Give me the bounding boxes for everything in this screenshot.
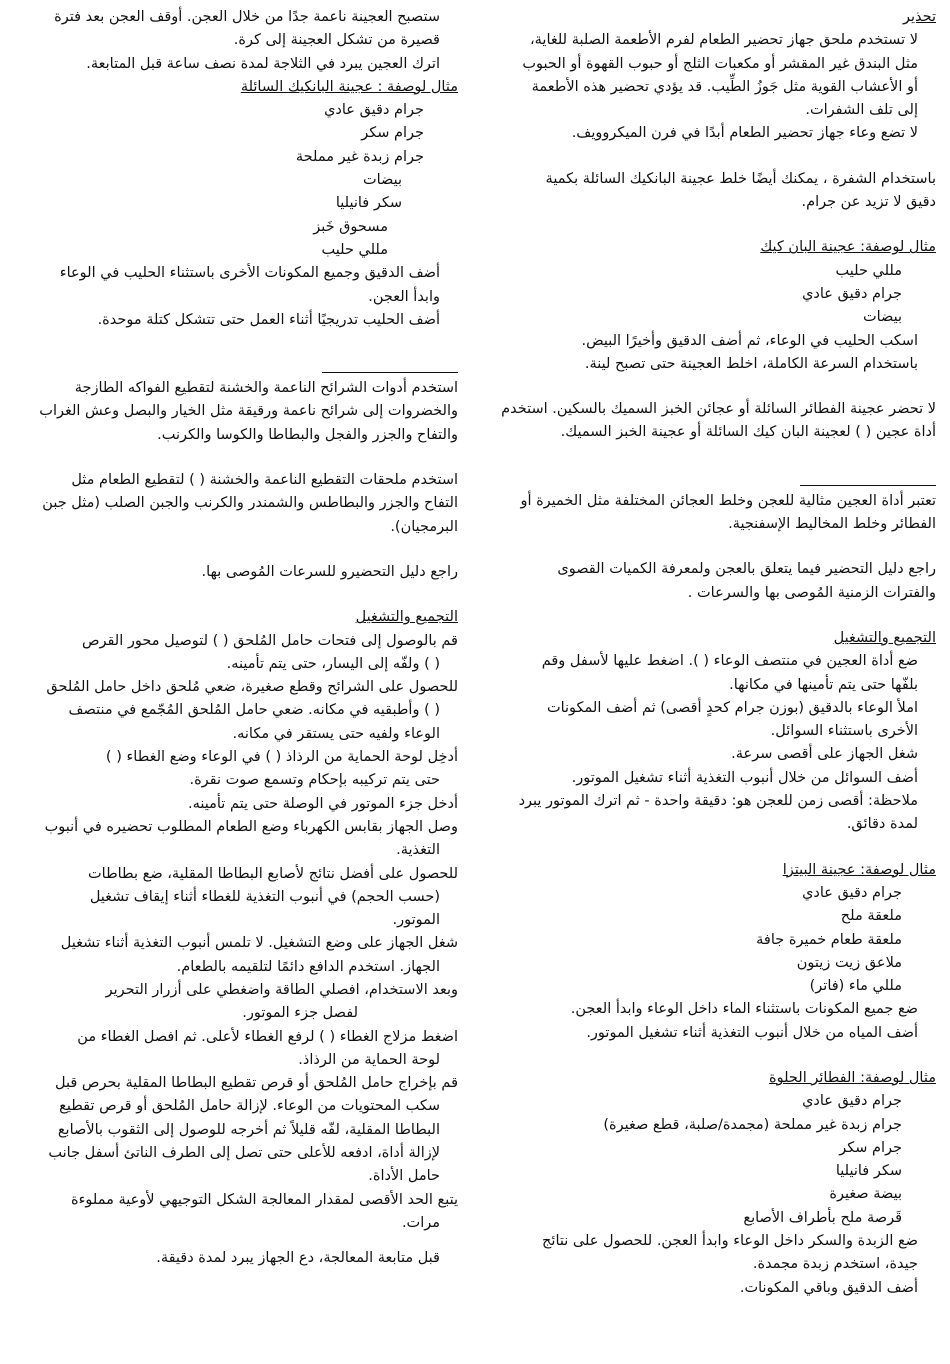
assembly-line: ( ) ولفّه إلى اليسار، حتى يتم تأمينه.: [226, 655, 440, 672]
assembly-line: املأ الوعاء بالدقيق (بوزن جرام كحدٍ أقصى) ثم أضف المكونات: [546, 699, 918, 716]
ingredient: جرام دقيق عادي: [802, 1093, 902, 1110]
grating-line: التفاح والجزر والبطاطس والشمندر والكرنب والجبن الصلب (مثل جبن: [42, 495, 458, 512]
assembly-line: ضع أداة العجين في منتصف الوعاء ( ). اضغط عليها لأسفل وقم: [541, 653, 918, 670]
ingredient: جرام زبدة غير مملحة: [295, 148, 424, 165]
ingredient: ملاعق زيت زيتون: [796, 954, 902, 971]
ingredient: بيضة صغيرة: [829, 1186, 902, 1203]
top-line: اترك العجين يبرد في الثلاجة لمدة نصف ساعة قبل المتابعة.: [86, 55, 440, 72]
warning-line: لا تضع وعاء جهاز تحضير الطعام أبدًا في فرن الميكروويف.: [571, 125, 918, 142]
assembly-line: أدخل جزء الموتور في الوصلة حتى يتم تأمينه.: [187, 795, 458, 812]
step: أضف الدقيق وباقي المكونات.: [739, 1279, 918, 1296]
ingredient: جرام دقيق عادي: [802, 285, 902, 302]
grating-line: استخدم ملحقات التقطيع الناعمة والخشنة ( ) لتقطيع الطعام مثل: [71, 472, 458, 489]
ingredient: مللي حليب: [321, 241, 388, 258]
assembly-line: التغذية.: [396, 842, 440, 859]
pancake-heading: مثال لوصفة: عجينة البان كيك: [760, 239, 936, 256]
batter-heading: مثال لوصفة : عجينة البانكيك السائلة: [240, 78, 458, 95]
ingredient: ملعقة طعام خميرة جافة: [756, 931, 902, 948]
guide-line: والفترات الزمنية المُوصى بها والسرعات .: [687, 584, 936, 601]
ingredient: مسحوق خَبز: [313, 218, 388, 235]
step: جيدة، استخدم زبدة مجمدة.: [752, 1256, 918, 1273]
assembly-line: اضغط مزلاج الغطاء ( ) لرفع الغطاء لأعلى. ثم افصل الغطاء من: [77, 1028, 458, 1045]
ingredient: ملعقة ملح: [840, 908, 902, 925]
warning-heading: تحذير: [902, 9, 936, 25]
assembly-line: لفصل جزء الموتور.: [242, 1005, 358, 1022]
sweet-heading: مثال لوصفة: الفطائر الحلوة: [769, 1069, 936, 1086]
step: ضع جميع المكونات باستثناء الماء داخل الوعاء وابدأ العجن.: [570, 1001, 918, 1018]
tool-line: الفطائر وخلط المخاليط الإسفنجية.: [728, 516, 936, 533]
divider: [322, 372, 458, 373]
assembly-line: حامل الأداة.: [368, 1168, 440, 1185]
ingredient: جرام دقيق عادي: [802, 884, 902, 901]
ingredient: جرام دقيق عادي: [324, 102, 424, 119]
assembly-line: شغل الجهاز على وضع التشغيل. لا تلمس أنبوب التغذية أثناء تشغيل: [60, 935, 458, 952]
assembly-line: بلفّها حتى يتم تأمينها في مكانها.: [729, 676, 918, 693]
step: أضف الحليب تدريجيًا أثناء العمل حتى تتشكل كتلة موحدة.: [97, 311, 440, 328]
assembly-line: للحصول على الشرائح وقطع صغيرة، ضعي مُلحق داخل حامل المُلحق: [46, 679, 458, 696]
blade-line: دقيق لا تزيد عن جرام.: [801, 194, 936, 211]
assembly-line: الجهاز. استخدم الدافع دائمًا لتلقيمه بالطعام.: [176, 958, 440, 975]
assembly-line: يتبع الحد الأقصى لمقدار المعالجة الشكل التوجيهي لأوعية مملوءة: [71, 1191, 458, 1208]
guide-line: راجع دليل التحضير فيما يتعلق بالعجن ولمعرفة الكميات القصوى: [557, 561, 936, 578]
ingredient: مللي حليب: [835, 262, 902, 279]
ingredient: قَرصة ملح بأطراف الأصابع: [743, 1209, 902, 1226]
assembly-line: للحصول على أفضل نتائج لأصابع البطاطا المقلية، ضع بطاطات: [88, 865, 458, 882]
step: وابدأ العجن.: [368, 288, 440, 305]
warning-line: لا تستخدم ملحق جهاز تحضير الطعام لفرم الأطعمة الصلبة للغاية،: [529, 32, 918, 49]
assembly-line: ( ) وأطبقيه في مكانه. ضعي حامل المُلحق المُجّمع في منتصف: [68, 702, 440, 719]
assembly-line: أضف السوائل من خلال أنبوب التغذية أثناء تشغيل الموتور.: [571, 769, 918, 786]
ingredient: بيضات: [362, 172, 402, 189]
assembly-line: الوعاء ولفيه حتى يستقر في مكانه.: [232, 725, 440, 742]
dough-note: لا تحضر عجينة الفطائر السائلة أو عجائن الخبز السميك بالسكين. استخدم: [501, 401, 936, 418]
slicing-line: والخضروات إلى شرائح ناعمة ورقيقة مثل الخيار والبصل وعش الغراب: [39, 403, 458, 420]
guide-line: راجع دليل التحضيرو للسرعات المُوصى بها.: [201, 563, 458, 580]
ingredient: جرام سكر: [361, 125, 424, 142]
right-column: [488, 6, 936, 1300]
assembly-line: (حسب الحجم) في أنبوب التغذية للغطاء أثناء إيقاف تشغيل: [89, 888, 440, 905]
step: ضع الزبدة والسكر داخل الوعاء وابدأ العجن. للحصول على نتائج: [542, 1233, 918, 1250]
ingredient: مللي ماء (فاتر): [809, 978, 902, 995]
pizza-heading: مثال لوصفة: عجينة البيتزا: [782, 861, 936, 878]
warning-line: مثل البندق غير المقشر أو مكعبات الثلج أو حبوب القهوة أو الحبوب: [522, 55, 918, 72]
dough-note: أداة عجين ( ) لعجينة البان كيك السائلة أو عجينة الخبز السميك.: [560, 424, 936, 441]
blade-line: باستخدام الشفرة ، يمكنك أيضًا خلط عجينة البانكيك السائلة بكمية: [545, 170, 936, 187]
divider: [800, 485, 936, 486]
top-line: ستصبح العجينة ناعمة جدًا من خلال العجن. أوقف العجن بعد فترة: [54, 9, 440, 25]
ingredient: سكر فانيليا: [335, 195, 402, 212]
assembly-line: الأخرى باستثناء السوائل.: [770, 723, 918, 740]
assembly-line: شغل الجهاز على أقصى سرعة.: [731, 746, 918, 763]
assembly-line: لمدة دقائق.: [846, 816, 918, 833]
step: أضف الدقيق وجميع المكونات الأخرى باستثناء الحليب في الوعاء: [59, 265, 440, 282]
final-line: قبل متابعة المعالجة، دع الجهاز يبرد لمدة دقيقة.: [156, 1250, 440, 1267]
assembly-line: قم بالوصول إلى فتحات حامل المُلحق ( ) لتوصيل محور القرص: [81, 632, 458, 649]
step: باستخدام السرعة الكاملة، اخلط العجينة حتى تصبح لينة.: [584, 355, 918, 372]
assembly-heading: التجميع والتشغيل: [833, 629, 936, 646]
assembly-line: قم بإخراج حامل المُلحق أو قرص تقطيع البطاطا المقلية بحرص قبل: [55, 1075, 458, 1092]
step: أضف المياه من خلال أنبوب التغذية أثناء تشغيل الموتور.: [586, 1024, 918, 1041]
assembly-line: الموتور.: [392, 912, 440, 929]
left-column: [18, 6, 458, 1271]
top-line: قصيرة من تشكل العجينة إلى كرة.: [233, 32, 440, 49]
step: اسكب الحليب في الوعاء، ثم أضف الدقيق وأخيرًا البيض.: [581, 332, 918, 349]
ingredient: سكر فانيليا: [835, 1163, 902, 1180]
slicing-line: والتفاح والجزر والفجل والبطاطا والكوسا والكرنب.: [157, 426, 458, 443]
assembly-line: وصل الجهاز بقابس الكهرباء وضع الطعام المطلوب تحضيره في أنبوب: [44, 818, 458, 835]
assembly-line: حتى يتم تركيبه بإحكام وتسمع صوت نقرة.: [189, 772, 440, 789]
warning-line: إلى تلف الشفرات.: [805, 102, 918, 119]
grating-line: البرمجيان).: [390, 518, 458, 535]
assembly-line: لإزالة أداة، ادفعه للأعلى حتى تصل إلى الطرف الناتئ أسفل جانب: [48, 1145, 440, 1162]
slicing-line: استخدم أدوات الشرائح الناعمة والخشنة لتقطيع الفواكه الطازجة: [74, 380, 458, 397]
warning-line: أو الأعشاب القوية مثل جَوزُ الطِّيب. قد يؤدي تحضير هذه الأطعمة: [531, 78, 918, 95]
assembly-line: أدخِل لوحة الحماية من الرذاذ ( ) في الوعاء وضع الغطاء ( ): [105, 749, 458, 766]
ingredient: بيضات: [862, 309, 902, 326]
assembly-line: سكب المحتويات من الوعاء. لإزالة حامل المُلحق أو قرص تقطيع: [59, 1098, 440, 1115]
assembly-line: لوحة الحماية من الرذاذ.: [298, 1051, 440, 1068]
assembly-line: وبعد الاستخدام، افصلي الطاقة واضغطي على أزرار التحرير: [105, 981, 458, 998]
ingredient: جرام زبدة غير مملحة (مجمدة/صلبة، قطع صغيرة): [603, 1116, 902, 1133]
tool-line: تعتبر أداة العجين مثالية للعجن وخلط العجائن المختلفة مثل الخميرة أو: [520, 492, 936, 509]
assembly-line: مرات.: [401, 1214, 440, 1231]
assembly-heading: التجميع والتشغيل: [355, 609, 458, 626]
assembly-line: البطاطا المقلية، لفّه قليلاً ثم أخرجه للوصول إلى الثقوب بالأصابع: [57, 1121, 440, 1138]
ingredient: جرام سكر: [839, 1139, 902, 1156]
assembly-line: ملاحظة: أقصى زمن للعجن هو: دقيقة واحدة - ثم اترك الموتور يبرد: [518, 793, 918, 810]
